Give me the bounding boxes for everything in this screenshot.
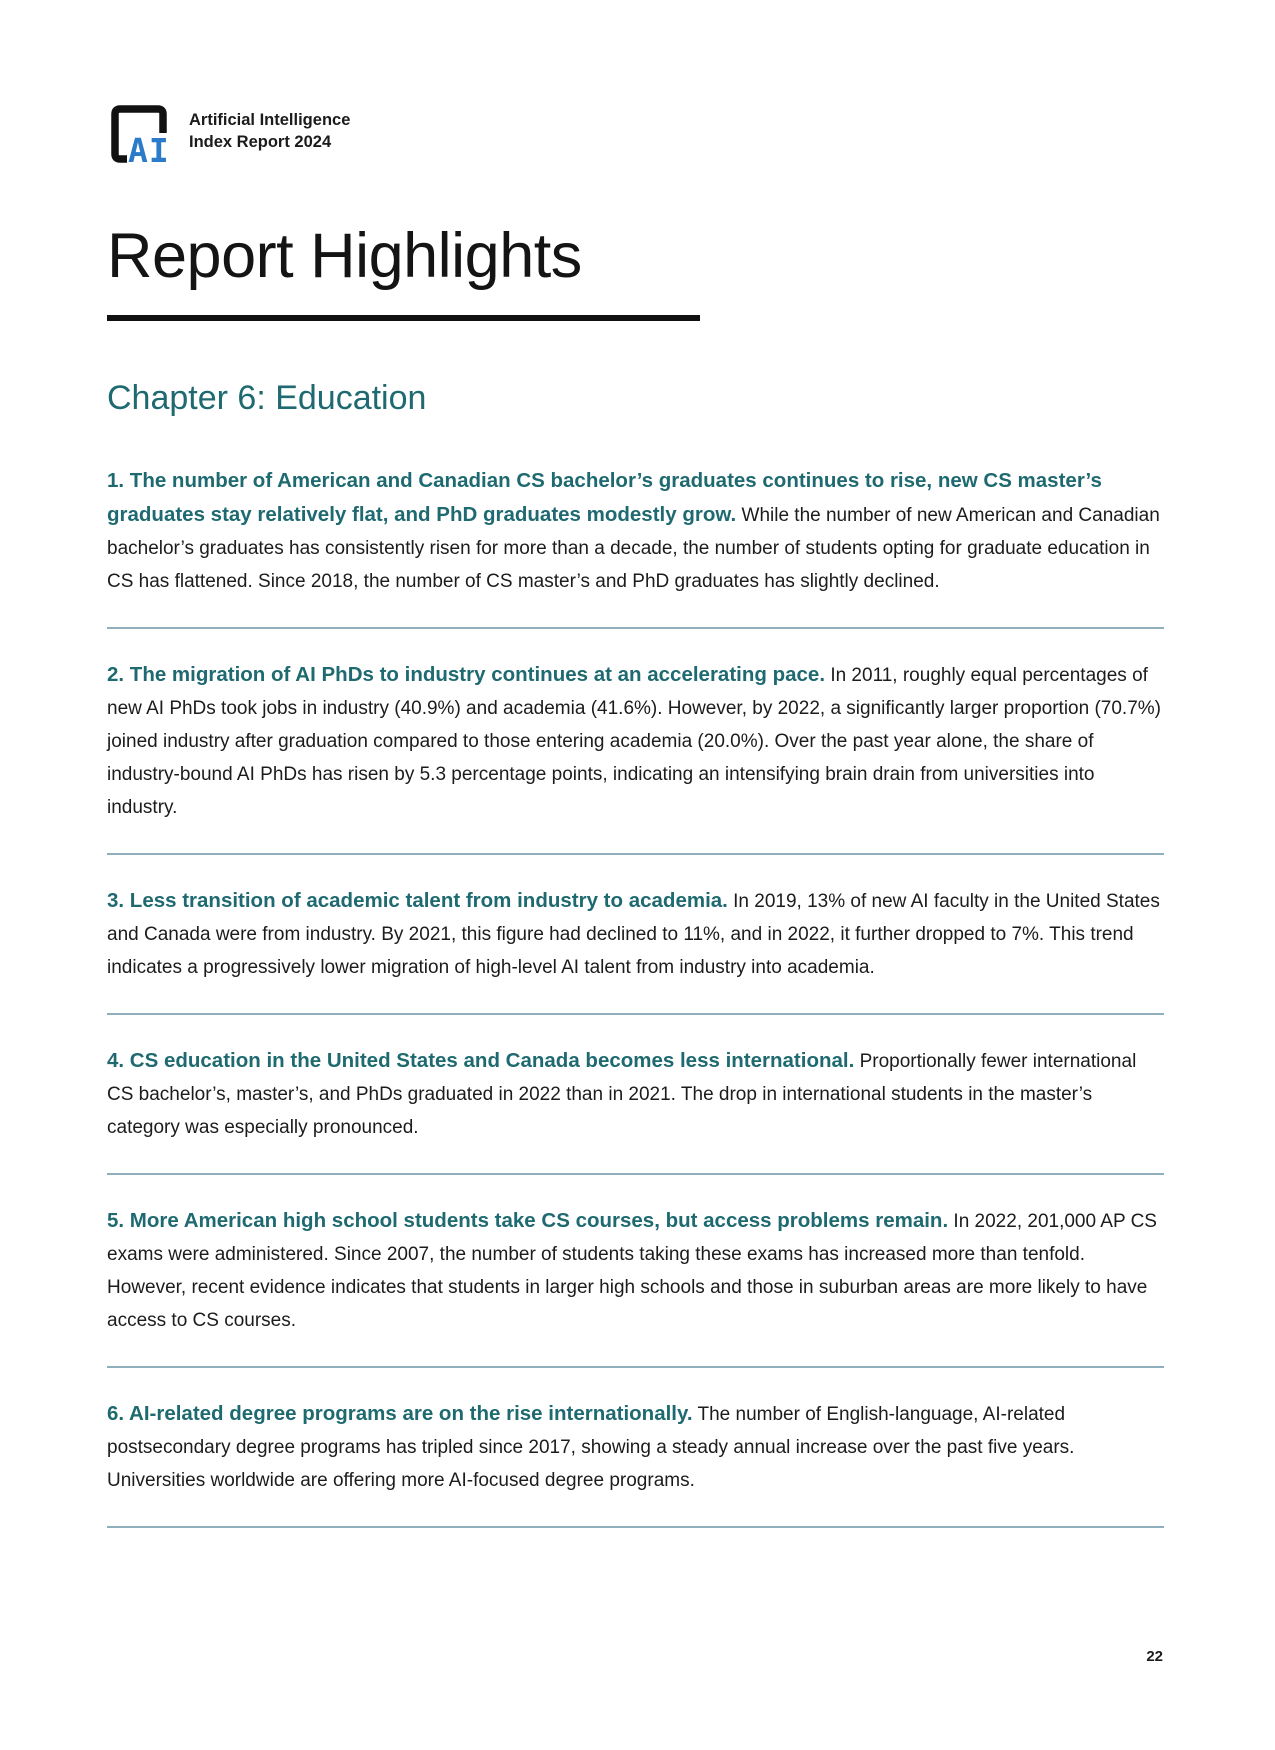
brand-text bbox=[189, 110, 350, 154]
highlight-paragraph bbox=[107, 1397, 1164, 1497]
highlight-body: In 2022, 201,000 AP CS exams were administered. Since 2007, the number of students taking these exams has increased more than tenfold. However, recent evidence indicates that students in larger high schools and those in suburban areas are more likely to have access to CS courses. bbox=[107, 1210, 1157, 1331]
highlight-heading: 6. AI-related degree programs are on the rise internationally. bbox=[107, 1401, 693, 1425]
brand-line-2: Index Report 2024 bbox=[189, 133, 332, 151]
highlight-body: In 2011, roughly equal percentages of new AI PhDs took jobs in industry (40.9%) and academia (41.6%). However, by 2022, a significantly larger proportion (70.7%) joined industry after graduation compared to those entering academia (20.0%). Over the past year alone, the share of industry-bound AI PhDs has risen by 5.3 percentage points, indicating an intensifying brain drain from universities into industry. bbox=[107, 664, 1161, 818]
section-divider bbox=[107, 1526, 1164, 1528]
title-underline bbox=[107, 315, 700, 321]
section-divider bbox=[107, 1173, 1164, 1175]
highlight-paragraph bbox=[107, 884, 1164, 984]
highlights-list bbox=[107, 464, 1164, 1528]
report-page bbox=[0, 100, 1275, 1528]
brand-line-1: Artificial Intelligence bbox=[189, 111, 351, 130]
highlight-heading: 3. Less transition of academic talent from industry to academia. bbox=[107, 888, 728, 912]
highlight-body: The number of English-language, AI-related postsecondary degree programs has tripled since 2017, showing a steady annual increase over the past five years. Universities worldwide are offering more AI-focused degree programs. bbox=[107, 1403, 1075, 1491]
highlight-paragraph bbox=[107, 1204, 1164, 1337]
highlight-body: In 2019, 13% of new AI faculty in the United States and Canada were from industry. By 2021, this figure had declined to 11%, and in 2022, it further dropped to 7%. This trend indicates a progressively lower migration of high-level AI talent from industry into academia. bbox=[107, 890, 1160, 978]
section-divider bbox=[107, 1013, 1164, 1015]
page-number: 22 bbox=[1146, 1648, 1163, 1665]
section-divider bbox=[107, 627, 1164, 629]
highlight-paragraph bbox=[107, 1044, 1164, 1144]
highlight-section-1 bbox=[107, 464, 1164, 629]
highlight-paragraph bbox=[107, 464, 1164, 598]
highlight-heading: 1. The number of American and Canadian CS bachelor’s graduates continues to rise, new CS master’s graduates stay relatively flat, and PhD graduates modestly grow. bbox=[107, 468, 1102, 526]
page-title: Report Highlights bbox=[107, 221, 582, 291]
section-divider bbox=[107, 1366, 1164, 1368]
chapter-heading: Chapter 6: Education bbox=[107, 379, 427, 418]
highlight-body: While the number of new American and Canadian bachelor’s graduates has consistently risen for more than a decade, the number of students opting for graduate education in CS has flattened. Since 2018, the number of CS master’s and PhD graduates has slightly declined. bbox=[107, 504, 1160, 592]
highlight-section-6 bbox=[107, 1397, 1164, 1528]
highlight-paragraph bbox=[107, 658, 1164, 824]
brand-header bbox=[107, 100, 1164, 164]
section-divider bbox=[107, 853, 1164, 855]
highlight-heading: 2. The migration of AI PhDs to industry continues at an accelerating pace. bbox=[107, 662, 826, 686]
highlight-section-5 bbox=[107, 1204, 1164, 1368]
highlight-section-4 bbox=[107, 1044, 1164, 1175]
ai-index-logo-icon bbox=[107, 100, 173, 164]
highlight-body: Proportionally fewer international CS bachelor’s, master’s, and PhDs graduated in 2022 than in 2021. The drop in international students in the master’s category was especially pronounced. bbox=[107, 1050, 1137, 1138]
highlight-heading: 4. CS education in the United States and Canada becomes less international. bbox=[107, 1048, 855, 1072]
highlight-section-2 bbox=[107, 658, 1164, 855]
logo-ai-letters: AI bbox=[128, 131, 170, 164]
highlight-heading: 5. More American high school students take CS courses, but access problems remain. bbox=[107, 1208, 949, 1232]
highlight-section-3 bbox=[107, 884, 1164, 1015]
